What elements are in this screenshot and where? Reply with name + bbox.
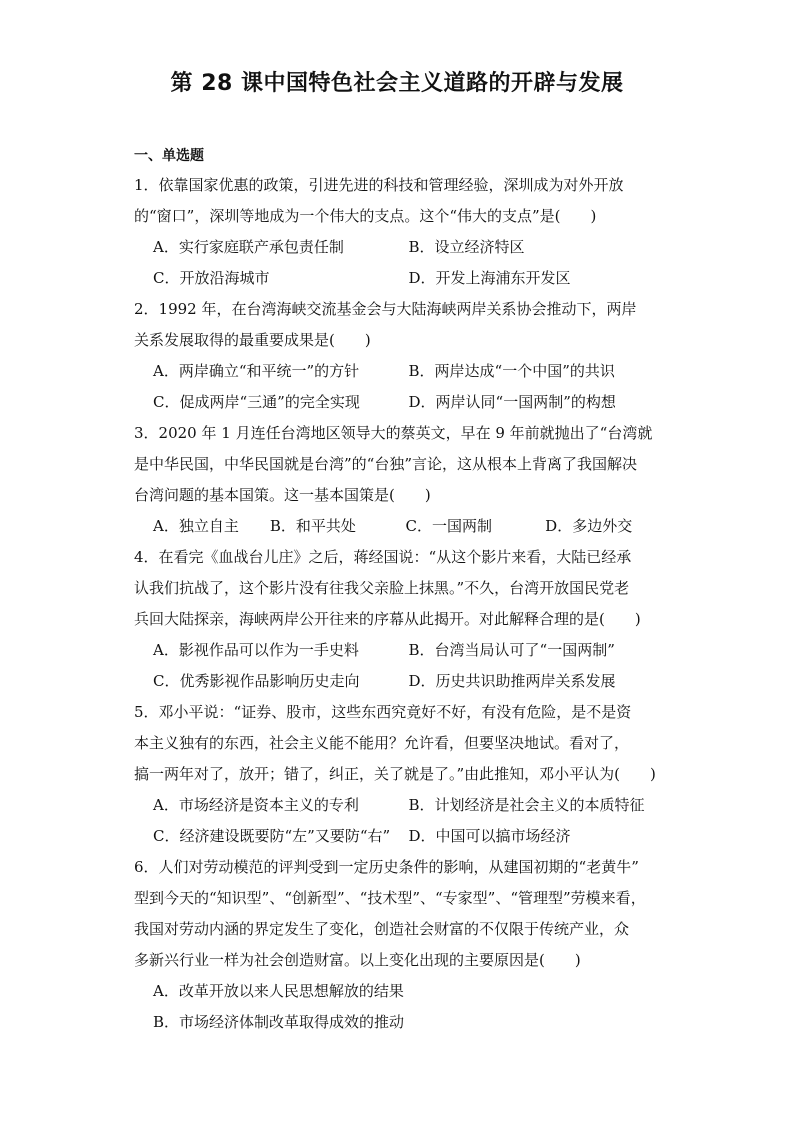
question-5-options-row-1 xyxy=(134,790,664,821)
question-2-option-c[interactable]: C．促成两岸“三通”的完全实现 xyxy=(153,393,360,411)
question-1-option-d[interactable]: D．开发上海浦东开发区 xyxy=(408,269,571,287)
question-6-line-4: 多新兴行业一样为社会创造财富。以上变化出现的主要原因是( ) xyxy=(134,951,581,969)
question-1-line-2: 的“窗口”，深圳等地成为一个伟大的支点。这个“伟大的支点”是( ) xyxy=(134,207,597,225)
question-1 xyxy=(134,170,664,294)
question-1-options-row-2 xyxy=(134,263,664,294)
question-1-option-c[interactable]: C．开放沿海城市 xyxy=(153,269,270,287)
question-4-options-row-2 xyxy=(134,666,664,697)
question-3 xyxy=(134,418,664,542)
question-5-option-a[interactable]: A．市场经济是资本主义的专利 xyxy=(153,796,359,814)
question-5-option-b[interactable]: B．计划经济是社会主义的本质特征 xyxy=(408,796,645,814)
question-1-option-a[interactable]: A．实行家庭联产承包责任制 xyxy=(153,238,344,256)
question-5-options-row-2 xyxy=(134,821,664,852)
page-title: 第 28 课中国特色社会主义道路的开辟与发展 xyxy=(170,71,624,96)
question-3-option-b[interactable]: B．和平共处 xyxy=(269,517,356,535)
question-3-line-2: 是中华民国，中华民国就是台湾”的“台独”言论，这从根本上背离了我国解决 xyxy=(134,455,638,473)
question-2-line-2: 关系发展取得的最重要成果是( ) xyxy=(134,331,371,349)
question-5-line-2: 本主义独有的东西，社会主义能不能用？允许看，但要坚决地试。看对了， xyxy=(134,734,630,752)
question-1-option-b[interactable]: B．设立经济特区 xyxy=(408,238,525,256)
question-1-line-1: 1．依靠国家优惠的政策，引进先进的科技和管理经验，深圳成为对外开放 xyxy=(134,176,624,194)
question-6-line-3: 我国对劳动内涵的界定发生了变化，创造社会财富的不仅限于传统产业，众 xyxy=(134,920,630,938)
question-3-option-c[interactable]: C．一国两制 xyxy=(405,517,493,535)
question-4-option-b[interactable]: B．台湾当局认可了“一国两制” xyxy=(408,641,615,659)
question-3-option-d[interactable]: D．多边外交 xyxy=(545,517,633,535)
question-2-options-row-2 xyxy=(134,387,664,418)
section-heading: 一、单选题 xyxy=(134,148,204,164)
question-4-line-1: 4．在看完《血战台儿庄》之后，蒋经国说：“从这个影片来看，大陆已经承 xyxy=(134,548,632,566)
question-1-options-row-1 xyxy=(134,232,664,263)
question-2-option-a[interactable]: A．两岸确立“和平统一”的方针 xyxy=(153,362,360,380)
question-5-line-3: 搞一两年对了，放开；错了，纠正，关了就是了。”由此推知，邓小平认为( ) xyxy=(134,765,656,783)
question-4-line-3: 兵回大陆探亲，海峡两岸公开往来的序幕从此揭开。对此解释合理的是( ) xyxy=(134,610,641,628)
question-4-option-c[interactable]: C．优秀影视作品影响历史走向 xyxy=(153,672,360,690)
question-4-line-2: 认我们抗战了，这个影片没有往我父亲脸上抹黑。”不久，台湾开放国民党老 xyxy=(134,579,630,597)
question-4-options-row-1 xyxy=(134,635,664,666)
question-5-option-d[interactable]: D．中国可以搞市场经济 xyxy=(408,827,571,845)
question-3-line-1: 3．2020 年 1 月连任台湾地区领导大的蔡英文，早在 9 年前就抛出了“台湾就 xyxy=(134,424,653,442)
question-6-line-1: 6．人们对劳动模范的评判受到一定历史条件的影响，从建国初期的“老黄牛” xyxy=(134,858,639,876)
question-2 xyxy=(134,294,664,418)
question-2-options-row-1 xyxy=(134,356,664,387)
question-2-option-d[interactable]: D．两岸认同“一国两制”的构想 xyxy=(408,393,616,411)
question-2-line-1: 2．1992 年，在台湾海峡交流基金会与大陆海峡两岸关系协会推动下，两岸 xyxy=(134,300,637,318)
question-3-options-row xyxy=(134,511,664,542)
question-6-option-a[interactable]: A．改革开放以来人民思想解放的结果 xyxy=(153,982,404,1000)
question-5 xyxy=(134,697,664,852)
question-3-option-a[interactable]: A．独立自主 xyxy=(153,517,239,535)
question-6-line-2: 型到今天的“知识型”、“创新型”、“技术型”、“专家型”、“管理型”劳模来看， xyxy=(134,889,646,907)
question-4-option-a[interactable]: A．影视作品可以作为一手史料 xyxy=(153,641,359,659)
question-3-line-3: 台湾问题的基本国策。这一基本国策是( ) xyxy=(134,486,431,504)
question-4 xyxy=(134,542,664,697)
question-6-option-b[interactable]: B．市场经济体制改革取得成效的推动 xyxy=(153,1013,405,1031)
question-list xyxy=(134,170,664,1038)
question-4-option-d[interactable]: D．历史共识助推两岸关系发展 xyxy=(408,672,616,690)
question-2-option-b[interactable]: B．两岸达成“一个中国”的共识 xyxy=(408,362,615,380)
question-5-line-1: 5．邓小平说：“证券、股市，这些东西究竟好不好，有没有危险，是不是资 xyxy=(134,703,632,721)
question-6 xyxy=(134,852,664,1038)
question-5-option-c[interactable]: C．经济建设既要防“左”又要防“右” xyxy=(153,827,391,845)
